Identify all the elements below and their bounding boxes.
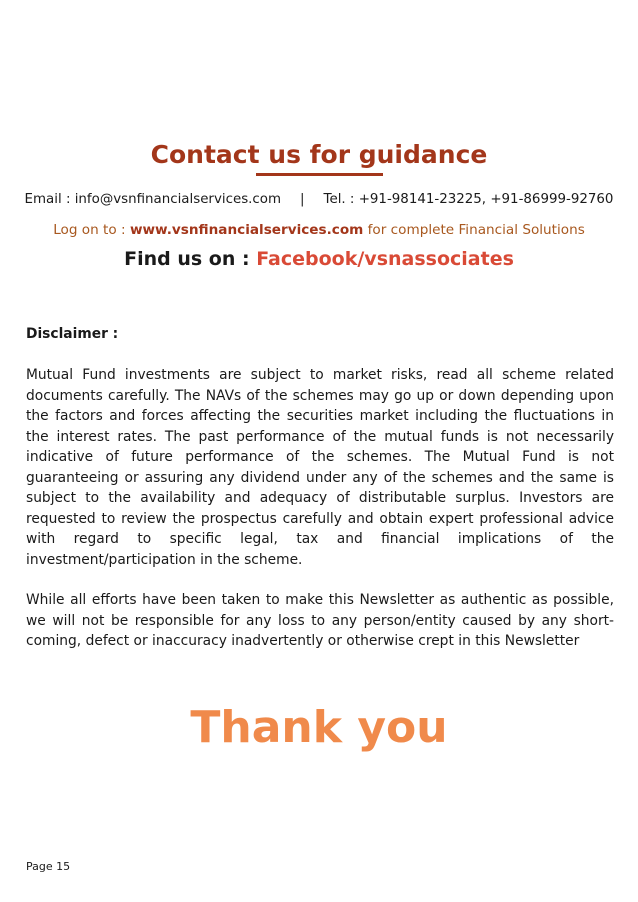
thank-you-heading: Thank you	[190, 702, 448, 753]
logon-line	[0, 219, 638, 241]
contact-separator: |	[300, 192, 305, 207]
logon-suffix: for complete Financial Solutions	[363, 222, 585, 238]
disclaimer-paragraph-2: While all efforts have been taken to make this Newsletter as authentic as possible, we will not be responsible for any loss to any person/entity caused by any short-coming, defect or inaccuracy inadvertently or otherwise crept in this Newsletter	[26, 592, 614, 649]
logon-prefix: Log on to :	[53, 222, 130, 238]
find-us-label: Find us on :	[124, 248, 257, 270]
title-underline	[256, 173, 383, 176]
page-number: Page 15	[26, 860, 71, 873]
email-text[interactable]: Email : info@vsnfinancialservices.com	[24, 192, 282, 207]
phone-text[interactable]: Tel. : +91-98141-23225, +91-86999-92760	[323, 192, 614, 207]
disclaimer-heading: Disclaimer :	[26, 326, 119, 342]
contact-title: Contact us for guidance	[150, 140, 488, 169]
facebook-link[interactable]: Facebook/vsnassociates	[256, 248, 514, 270]
website-link[interactable]: www.vsnfinancialservices.com	[129, 222, 364, 238]
find-us-line	[0, 244, 638, 274]
disclaimer-paragraph-1: Mutual Fund investments are subject to market risks, read all scheme related documents carefully. The NAVs of the schemes may go up or down depending upon the factors and forces affecting the securities market including the fluctuations in the interest rates. The past performance of the mutual funds is not necessarily indicative of future performance of the schemes. The Mutual Fund is not guaranteeing or assuring any dividend under any of the schemes and the same is subject to the availability and adequacy of distributable surplus. Investors are requested to review the prospectus carefully and obtain expert professional advice with regard to specific legal, tax and financial implications of the investment/participation in the scheme.	[26, 367, 614, 568]
disclaimer-section	[26, 324, 614, 672]
contact-info-line	[0, 190, 638, 210]
